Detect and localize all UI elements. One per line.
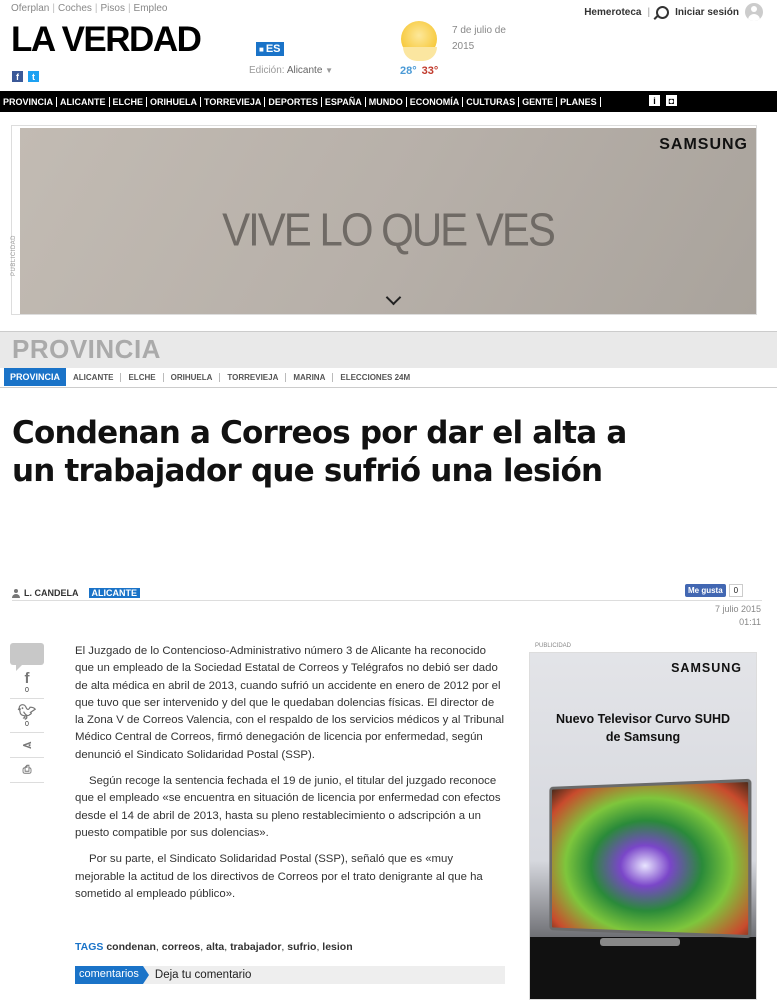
nav-item-orihuela[interactable]: ORIHUELA bbox=[147, 97, 201, 107]
user-icon[interactable] bbox=[745, 3, 763, 21]
subnav-item-elche[interactable]: ELCHE bbox=[121, 373, 163, 382]
nav-item-espana[interactable]: ESPAÑA bbox=[322, 97, 366, 107]
weather-date: 7 de julio de 2015 bbox=[452, 25, 506, 52]
main-nav bbox=[0, 91, 777, 112]
author-name: L. CANDELA bbox=[24, 588, 79, 598]
edition-value: Alicante bbox=[286, 65, 323, 76]
camera-icon[interactable]: ◘ bbox=[666, 95, 677, 106]
nav-item-deportes[interactable]: DEPORTES bbox=[265, 97, 322, 107]
nav-item-provincia[interactable]: PROVINCIA bbox=[0, 97, 57, 107]
side-ad[interactable] bbox=[529, 652, 757, 1000]
subnav-item-alicante[interactable]: ALICANTE bbox=[66, 373, 121, 382]
facebook-icon: f bbox=[24, 670, 30, 687]
twitter-share-count: 0 bbox=[25, 721, 29, 728]
like-count: 0 bbox=[729, 584, 743, 597]
print-icon: ⎙ bbox=[22, 764, 32, 776]
top-link-pisos[interactable]: Pisos bbox=[100, 3, 125, 14]
tag-link[interactable]: condenan bbox=[106, 941, 156, 953]
facebook-icon[interactable]: f bbox=[12, 71, 23, 82]
article-paragraph: El Juzgado de lo Contencioso-Administrativo número 3 de Alicante ha reconocido que un empleado de la Sociedad Estatal de Correos y Telégrafos no debió ser dado de alta médica en abril de 2013, cuando sufrió un accidente en enero de 2012 por el que tuvo que ser intervenido y del que le quedaban dolencias físicas. El director de la Zona V de Correos Valencia, con el respaldo de los servicios médicos y al Tribunal Médico Central de Correos, firmó denegación de licencia por enfermedad, según denunció el Sindicato Solidaridad Postal (SSP). bbox=[75, 645, 505, 761]
nav-item-alicante[interactable]: ALICANTE bbox=[57, 97, 110, 107]
article-body bbox=[75, 643, 505, 912]
nav-item-elche[interactable]: ELCHE bbox=[110, 97, 148, 107]
subnav-item-torrevieja[interactable]: TORREVIEJA bbox=[220, 373, 286, 382]
share-icon: ⋖ bbox=[21, 738, 33, 752]
comments-bar bbox=[75, 966, 505, 984]
weather-sun-icon bbox=[401, 21, 437, 57]
ad-label: PUBLICIDAD bbox=[11, 234, 17, 276]
side-ad-brand: SAMSUNG bbox=[671, 661, 742, 675]
banner-ad-image bbox=[20, 128, 756, 314]
info-icon[interactable]: i bbox=[649, 95, 660, 106]
twitter-icon[interactable]: t bbox=[28, 71, 39, 82]
publish-time: 01:11 bbox=[739, 617, 761, 627]
facebook-like bbox=[685, 584, 743, 597]
side-ad-floor bbox=[530, 937, 756, 999]
nav-item-gente[interactable]: GENTE bbox=[519, 97, 557, 107]
nav-item-planes[interactable]: PLANES bbox=[557, 97, 601, 107]
author-icon bbox=[12, 589, 20, 598]
top-link-empleo[interactable]: Empleo bbox=[133, 3, 168, 14]
nav-item-economia[interactable]: ECONOMÍA bbox=[407, 97, 464, 107]
article-tags: TAGS condenan, correos, alta, trabajador, sufrio, lesion bbox=[75, 941, 353, 953]
site-logo[interactable]: LA VERDAD bbox=[11, 20, 201, 59]
facebook-share-count: 0 bbox=[25, 687, 29, 694]
share-more[interactable] bbox=[10, 733, 44, 758]
side-ad-title bbox=[530, 710, 756, 746]
article-paragraph: Según recoge la sentencia fechada el 19 de junio, el titular del juzgado reconoce que el empleado «se encuentra en situación de licencia por enfermedad con efectos desde el 14 de abril de 2013, hasta su pleno restablecimiento o adscripción a un puesto compatible por sus dolencias». bbox=[75, 775, 501, 839]
section-header bbox=[0, 331, 777, 368]
tv-stand bbox=[600, 938, 680, 946]
article-headline: Condenan a Correos por dar el alta a un trabajador que sufrió una lesión bbox=[12, 415, 627, 489]
tag-link[interactable]: trabajador bbox=[230, 941, 282, 953]
nav-icons bbox=[649, 95, 677, 106]
side-ad-label: PUBLICIDAD bbox=[535, 643, 572, 649]
subnav-item-marina[interactable]: MARINA bbox=[286, 373, 333, 382]
publish-day: 7 julio 2015 bbox=[714, 604, 761, 614]
logo-es-badge: ■ ES bbox=[256, 42, 284, 56]
nav-item-culturas[interactable]: CULTURAS bbox=[463, 97, 519, 107]
search-icon[interactable] bbox=[656, 6, 669, 19]
article-paragraph: Por su parte, el Sindicato Solidaridad Postal (SSP), señaló que es «muy mejorable la actitud de los directivos de Correos por el trato denigrante al que ha sometido al empleado público». bbox=[75, 853, 483, 900]
banner-brand: SAMSUNG bbox=[659, 136, 748, 153]
leave-comment-link[interactable]: Deja tu comentario bbox=[154, 969, 252, 981]
share-column bbox=[10, 643, 44, 783]
subnav-item-elecciones[interactable]: ELECCIONES 24M bbox=[340, 372, 411, 382]
byline-divider bbox=[12, 600, 762, 601]
subnav-item-orihuela[interactable]: ORIHUELA bbox=[164, 373, 221, 382]
tv-image bbox=[549, 779, 751, 939]
top-link-oferplan[interactable]: Oferplan bbox=[11, 3, 50, 14]
banner-ad[interactable] bbox=[11, 125, 757, 315]
share-twitter[interactable] bbox=[10, 699, 44, 733]
tag-link[interactable]: lesion bbox=[322, 941, 353, 953]
location-tag[interactable]: ALICANTE bbox=[89, 588, 141, 598]
weather-temps bbox=[400, 65, 438, 77]
top-links: Oferplan | Coches | Pisos | Empleo bbox=[11, 3, 168, 14]
temp-max: 33° bbox=[421, 65, 439, 77]
chevron-down-icon: ▼ bbox=[325, 66, 334, 75]
comment-bubble-icon[interactable] bbox=[10, 643, 44, 665]
top-link-coches[interactable]: Coches bbox=[57, 3, 92, 14]
hemeroteca-link[interactable]: Hemeroteca bbox=[584, 6, 642, 18]
publish-date bbox=[715, 603, 761, 629]
login-link[interactable]: Iniciar sesión bbox=[675, 6, 739, 18]
temp-min: 28° bbox=[400, 65, 417, 77]
side-ad-title-line1: Nuevo Televisor Curvo SUHD bbox=[555, 712, 731, 726]
tag-link[interactable]: alta bbox=[206, 941, 225, 953]
tags-label: TAGS bbox=[75, 941, 104, 953]
banner-slogan: VIVE LO QUE VES bbox=[222, 203, 554, 256]
section-title: PROVINCIA bbox=[12, 334, 161, 364]
byline bbox=[12, 588, 140, 598]
top-right-bar: Hemeroteca | Iniciar sesión bbox=[584, 3, 763, 21]
subnav-item-provincia[interactable]: PROVINCIA bbox=[4, 368, 66, 386]
edition-label: Edición: bbox=[249, 65, 285, 76]
nav-item-mundo[interactable]: MUNDO bbox=[366, 97, 407, 107]
chevron-down-icon[interactable] bbox=[386, 290, 402, 306]
nav-item-torrevieja[interactable]: TORREVIEJA bbox=[201, 97, 265, 107]
side-ad-title-line2: de Samsung bbox=[605, 730, 681, 744]
section-subnav bbox=[0, 367, 777, 388]
twitter-icon: 🐦︎ bbox=[17, 704, 37, 721]
like-label: Me gusta bbox=[688, 586, 723, 595]
comments-tab[interactable]: comentarios bbox=[75, 966, 143, 984]
tag-link[interactable]: sufrio bbox=[287, 941, 317, 953]
social-links bbox=[12, 71, 39, 82]
tag-link[interactable]: correos bbox=[161, 941, 201, 953]
edition-selector[interactable] bbox=[249, 65, 333, 76]
print-button[interactable] bbox=[10, 758, 44, 783]
like-button[interactable] bbox=[685, 584, 726, 597]
